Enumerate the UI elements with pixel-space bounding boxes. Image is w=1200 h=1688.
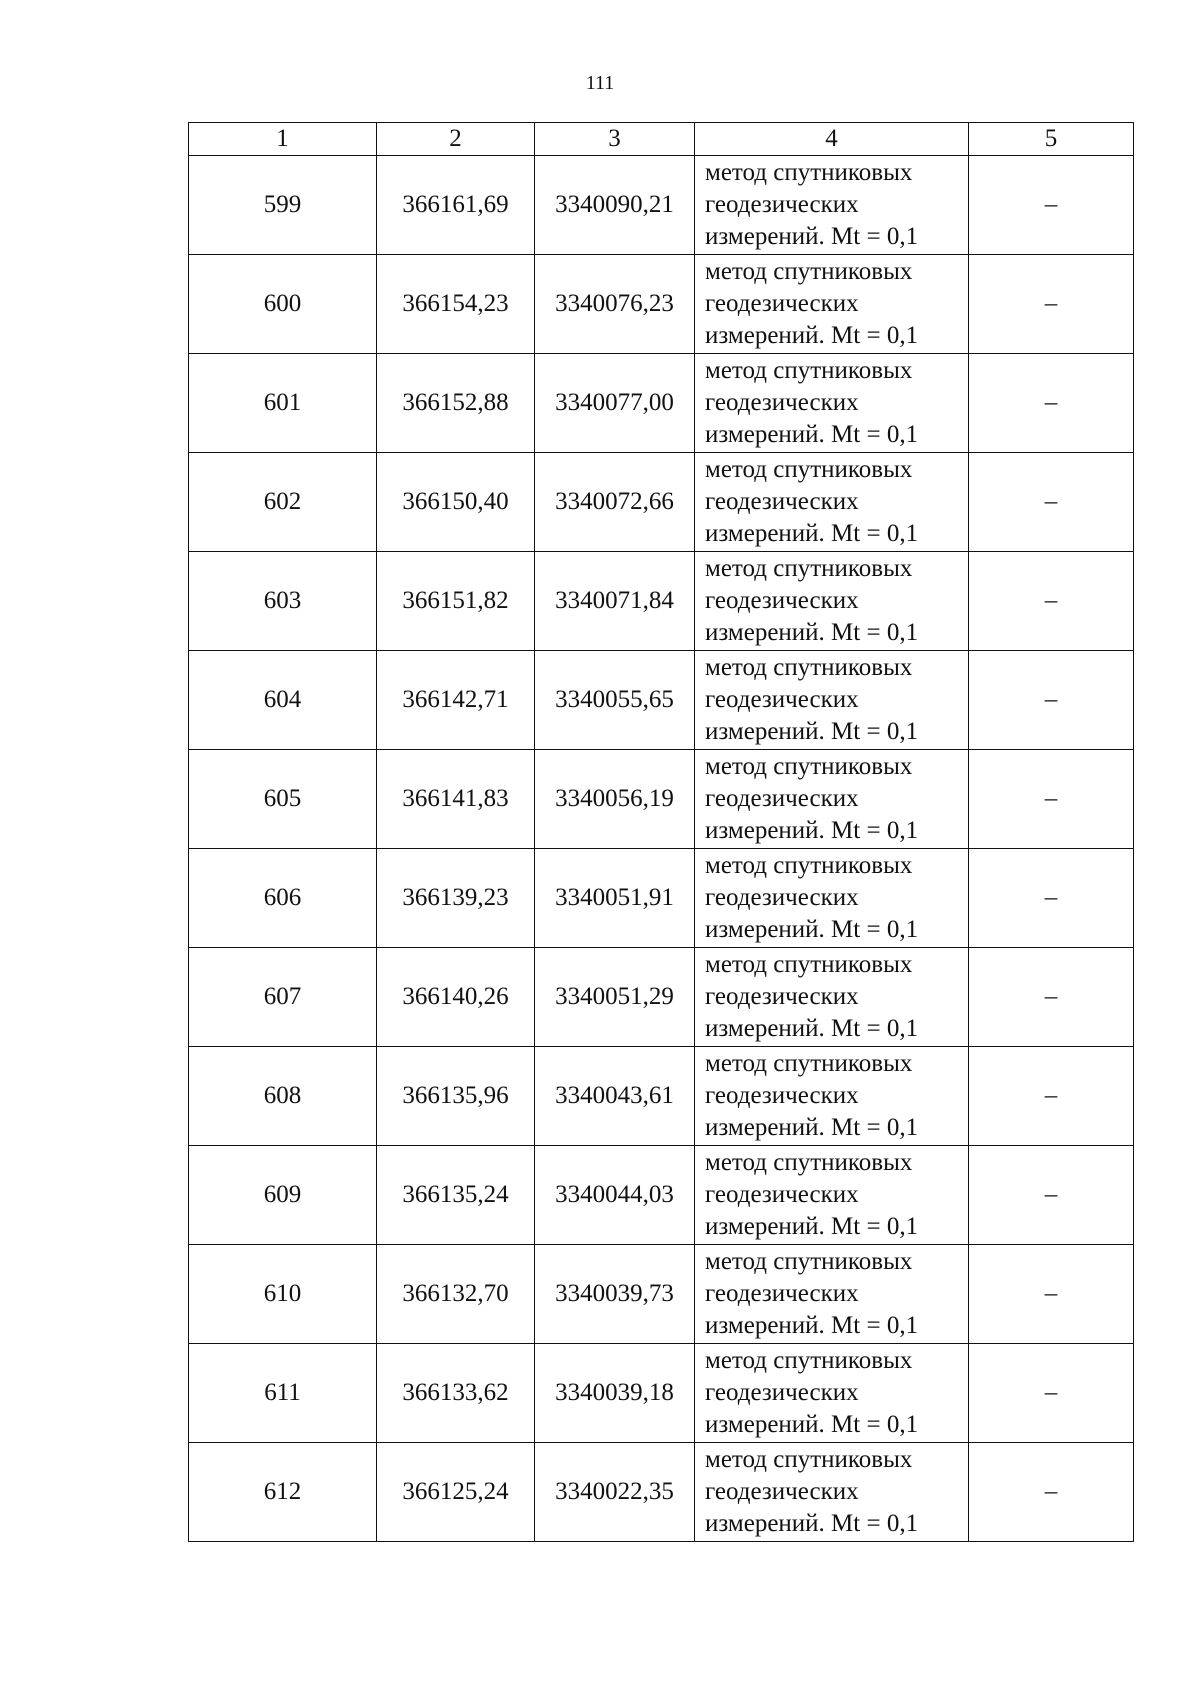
method-line: измерений. Mt = 0,1 [705, 1015, 919, 1042]
method-line: геодезических [705, 191, 859, 218]
coordinate-x-cell: 366133,62 [377, 1344, 535, 1443]
method-line: измерений. Mt = 0,1 [705, 1411, 919, 1438]
description-cell: – [969, 1245, 1134, 1344]
table-row [189, 1344, 1134, 1443]
method-line: геодезических [705, 983, 859, 1010]
coordinate-y-cell: 3340076,23 [535, 255, 695, 354]
method-cell [695, 1344, 969, 1443]
coordinate-y-cell: 3340077,00 [535, 354, 695, 453]
coordinate-y-cell: 3340044,03 [535, 1146, 695, 1245]
coordinate-y-cell: 3340071,84 [535, 552, 695, 651]
coordinate-y-cell: 3340051,91 [535, 849, 695, 948]
method-cell [695, 651, 969, 750]
table-row [189, 1146, 1134, 1245]
method-line: метод спутниковых [705, 1149, 913, 1176]
method-line: метод спутниковых [705, 456, 913, 483]
point-number-cell: 601 [189, 354, 377, 453]
method-cell [695, 1047, 969, 1146]
table-row [189, 1443, 1134, 1542]
table-row [189, 1245, 1134, 1344]
coordinate-y-cell: 3340090,21 [535, 156, 695, 255]
method-line: измерений. Mt = 0,1 [705, 1510, 919, 1537]
table-row [189, 255, 1134, 354]
method-line: геодезических [705, 785, 859, 812]
method-line: метод спутниковых [705, 951, 913, 978]
description-cell: – [969, 1443, 1134, 1542]
coordinate-x-cell: 366135,24 [377, 1146, 535, 1245]
point-number-cell: 605 [189, 750, 377, 849]
point-number-cell: 607 [189, 948, 377, 1047]
point-number-cell: 609 [189, 1146, 377, 1245]
table-row [189, 354, 1134, 453]
method-cell [695, 849, 969, 948]
method-line: измерений. Mt = 0,1 [705, 1114, 919, 1141]
method-line: геодезических [705, 290, 859, 317]
method-line: геодезических [705, 1181, 859, 1208]
coordinate-x-cell: 366125,24 [377, 1443, 535, 1542]
coordinate-x-cell: 366142,71 [377, 651, 535, 750]
coordinate-y-cell: 3340039,73 [535, 1245, 695, 1344]
method-line: геодезических [705, 488, 859, 515]
point-number-cell: 611 [189, 1344, 377, 1443]
coordinate-y-cell: 3340039,18 [535, 1344, 695, 1443]
point-number-cell: 603 [189, 552, 377, 651]
method-line: геодезических [705, 587, 859, 614]
point-number-cell: 604 [189, 651, 377, 750]
description-cell: – [969, 1047, 1134, 1146]
method-line: измерений. Mt = 0,1 [705, 1312, 919, 1339]
method-line: метод спутниковых [705, 159, 913, 186]
method-line: метод спутниковых [705, 753, 913, 780]
column-header-1: 1 [189, 123, 377, 156]
point-number-cell: 606 [189, 849, 377, 948]
method-line: измерений. Mt = 0,1 [705, 1213, 919, 1240]
method-line: геодезических [705, 686, 859, 713]
coordinate-x-cell: 366141,83 [377, 750, 535, 849]
coordinate-y-cell: 3340072,66 [535, 453, 695, 552]
method-line: геодезических [705, 1379, 859, 1406]
table-header [189, 123, 1134, 156]
description-cell: – [969, 354, 1134, 453]
method-line: измерений. Mt = 0,1 [705, 520, 919, 547]
point-number-cell: 602 [189, 453, 377, 552]
coordinates-table [188, 122, 1134, 1542]
method-line: метод спутниковых [705, 1446, 913, 1473]
point-number-cell: 599 [189, 156, 377, 255]
column-header-5: 5 [969, 123, 1134, 156]
coordinate-y-cell: 3340055,65 [535, 651, 695, 750]
method-line: измерений. Mt = 0,1 [705, 223, 919, 250]
description-cell: – [969, 948, 1134, 1047]
point-number-cell: 610 [189, 1245, 377, 1344]
coordinate-x-cell: 366140,26 [377, 948, 535, 1047]
description-cell: – [969, 849, 1134, 948]
table-row [189, 651, 1134, 750]
method-cell [695, 354, 969, 453]
table-row [189, 948, 1134, 1047]
header-row [189, 123, 1134, 156]
description-cell: – [969, 255, 1134, 354]
coordinate-y-cell: 3340051,29 [535, 948, 695, 1047]
method-line: измерений. Mt = 0,1 [705, 322, 919, 349]
method-cell [695, 1146, 969, 1245]
description-cell: – [969, 1344, 1134, 1443]
method-line: метод спутниковых [705, 1050, 913, 1077]
method-cell [695, 1245, 969, 1344]
method-cell [695, 255, 969, 354]
method-line: геодезических [705, 389, 859, 416]
method-cell [695, 948, 969, 1047]
method-line: измерений. Mt = 0,1 [705, 718, 919, 745]
table-row [189, 552, 1134, 651]
method-cell [695, 1443, 969, 1542]
method-line: метод спутниковых [705, 654, 913, 681]
table-row [189, 1047, 1134, 1146]
method-line: измерений. Mt = 0,1 [705, 421, 919, 448]
method-line: измерений. Mt = 0,1 [705, 619, 919, 646]
column-header-2: 2 [377, 123, 535, 156]
coordinate-x-cell: 366139,23 [377, 849, 535, 948]
coordinate-x-cell: 366150,40 [377, 453, 535, 552]
description-cell: – [969, 156, 1134, 255]
method-line: метод спутниковых [705, 1347, 913, 1374]
coordinate-y-cell: 3340022,35 [535, 1443, 695, 1542]
description-cell: – [969, 453, 1134, 552]
method-line: измерений. Mt = 0,1 [705, 817, 919, 844]
column-header-3: 3 [535, 123, 695, 156]
coordinate-x-cell: 366152,88 [377, 354, 535, 453]
coordinate-x-cell: 366154,23 [377, 255, 535, 354]
coordinate-x-cell: 366151,82 [377, 552, 535, 651]
point-number-cell: 612 [189, 1443, 377, 1542]
point-number-cell: 608 [189, 1047, 377, 1146]
method-line: геодезических [705, 1478, 859, 1505]
coordinate-x-cell: 366135,96 [377, 1047, 535, 1146]
method-line: геодезических [705, 1082, 859, 1109]
method-line: метод спутниковых [705, 258, 913, 285]
description-cell: – [969, 552, 1134, 651]
coordinate-y-cell: 3340056,19 [535, 750, 695, 849]
coordinate-x-cell: 366132,70 [377, 1245, 535, 1344]
column-header-4: 4 [695, 123, 969, 156]
description-cell: – [969, 651, 1134, 750]
method-line: метод спутниковых [705, 852, 913, 879]
method-line: метод спутниковых [705, 555, 913, 582]
coordinate-y-cell: 3340043,61 [535, 1047, 695, 1146]
method-line: метод спутниковых [705, 1248, 913, 1275]
method-cell [695, 750, 969, 849]
method-cell [695, 156, 969, 255]
method-line: геодезических [705, 1280, 859, 1307]
table-row [189, 453, 1134, 552]
method-line: метод спутниковых [705, 357, 913, 384]
page-number: 111 [585, 72, 615, 94]
table-row [189, 156, 1134, 255]
coordinate-x-cell: 366161,69 [377, 156, 535, 255]
description-cell: – [969, 1146, 1134, 1245]
table-row [189, 849, 1134, 948]
table-body [189, 156, 1134, 1542]
point-number-cell: 600 [189, 255, 377, 354]
method-cell [695, 453, 969, 552]
method-line: измерений. Mt = 0,1 [705, 916, 919, 943]
description-cell: – [969, 750, 1134, 849]
method-cell [695, 552, 969, 651]
method-line: геодезических [705, 884, 859, 911]
table-row [189, 750, 1134, 849]
